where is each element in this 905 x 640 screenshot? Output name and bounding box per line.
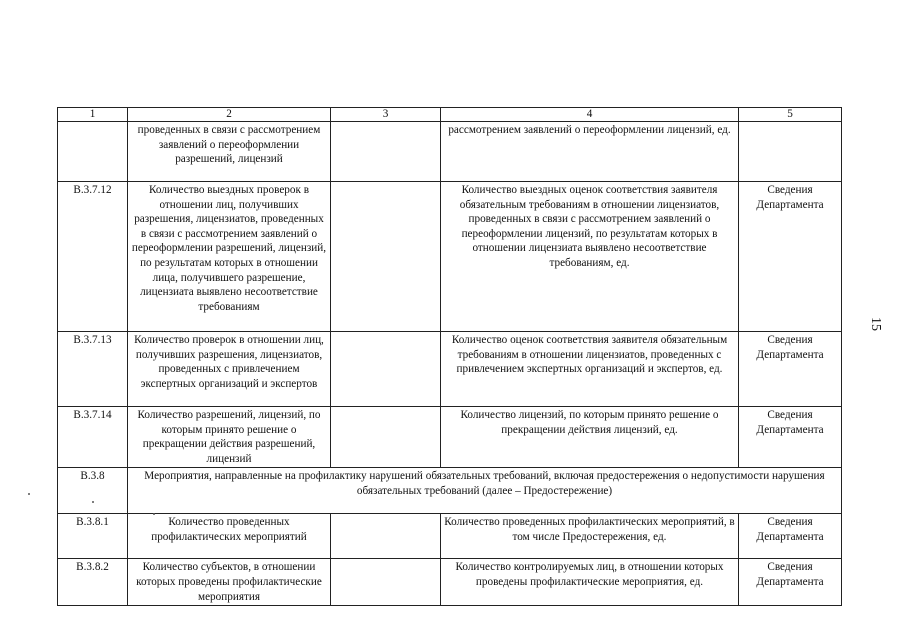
row-name: Количество проверок в отношении лиц, получивших разрешения, лицензиатов, проведенных с привлечением экспертных организаций и экспертов — [128, 332, 331, 407]
row-name: Количество проведенных профилактических мероприятий — [128, 514, 331, 559]
row-col3 — [331, 514, 441, 559]
table-header-row — [58, 108, 842, 122]
row-code: В.3.7.12 — [58, 182, 128, 332]
row-source: Сведения Департамента — [739, 182, 842, 332]
row-source: Сведения Департамента — [739, 514, 842, 559]
row-col3 — [331, 559, 441, 606]
header-cell: 4 — [441, 108, 739, 122]
row-col3 — [331, 407, 441, 468]
header-cell: 3 — [331, 108, 441, 122]
row-source — [739, 122, 842, 182]
row-code: В.3.7.13 — [58, 332, 128, 407]
table-row — [58, 514, 842, 559]
header-cell: 5 — [739, 108, 842, 122]
row-col3 — [331, 122, 441, 182]
row-code — [58, 122, 128, 182]
section-title: Мероприятия, направленные на профилактику нарушений обязательных требований, включая предостережения о недопустимости нарушения обязательных требований (далее – Предостережение) — [128, 468, 842, 514]
table-row — [58, 182, 842, 332]
header-cell: 2 — [128, 108, 331, 122]
row-unit: Количество проведенных профилактических мероприятий, в том числе Предостережения, ед. — [441, 514, 739, 559]
row-name: Количество субъектов, в отношении которых проведены профилактические мероприятия — [128, 559, 331, 606]
page-number: 15 — [868, 317, 883, 331]
row-source: Сведения Департамента — [739, 559, 842, 606]
table-row — [58, 559, 842, 606]
table-row — [58, 332, 842, 407]
indicators-table — [57, 107, 842, 606]
table-section-row — [58, 468, 842, 514]
row-unit: Количество оценок соответствия заявителя обязательным требованиям в отношении лицензиатов, проведенных с привлечением экспертных организаций и экспертов, ед. — [441, 332, 739, 407]
header-cell: 1 — [58, 108, 128, 122]
scan-speck — [28, 493, 30, 495]
row-unit: рассмотрением заявлений о переоформлении лицензий, ед. — [441, 122, 739, 182]
row-name: Количество разрешений, лицензий, по которым принято решение о прекращении действия разрешений, лицензий — [128, 407, 331, 468]
row-code: В.3.8.1 — [58, 514, 128, 559]
table-row — [58, 407, 842, 468]
table-row — [58, 122, 842, 182]
row-unit: Количество лицензий, по которым принято решение о прекращении действия лицензий, ед. — [441, 407, 739, 468]
scan-speck — [92, 501, 94, 503]
row-code: В.3.7.14 — [58, 407, 128, 468]
row-code: В.3.8.2 — [58, 559, 128, 606]
scan-speck — [153, 513, 155, 515]
row-col3 — [331, 332, 441, 407]
row-source: Сведения Департамента — [739, 407, 842, 468]
row-unit: Количество выездных оценок соответствия заявителя обязательным требованиям в отношении лицензиатов, проведенных в связи с рассмотрением заявлений о переоформлении лицензий, по результатам которых в отношении лицензиата выявлено несоответствие требованиям, ед. — [441, 182, 739, 332]
row-source: Сведения Департамента — [739, 332, 842, 407]
section-code: В.3.8 — [58, 468, 128, 514]
row-name: проведенных в связи с рассмотрением заявлений о переоформлении разрешений, лицензий — [128, 122, 331, 182]
row-unit: Количество контролируемых лиц, в отношении которых проведены профилактические мероприятия, ед. — [441, 559, 739, 606]
row-name: Количество выездных проверок в отношении лиц, получивших разрешения, лицензиатов, проведенных в связи с рассмотрением заявлений о переоформлении разрешений, лицензий, по результатам которых в отношении лица, получившего разрешение, лицензиата выявлено несоответствие требованиям — [128, 182, 331, 332]
row-col3 — [331, 182, 441, 332]
